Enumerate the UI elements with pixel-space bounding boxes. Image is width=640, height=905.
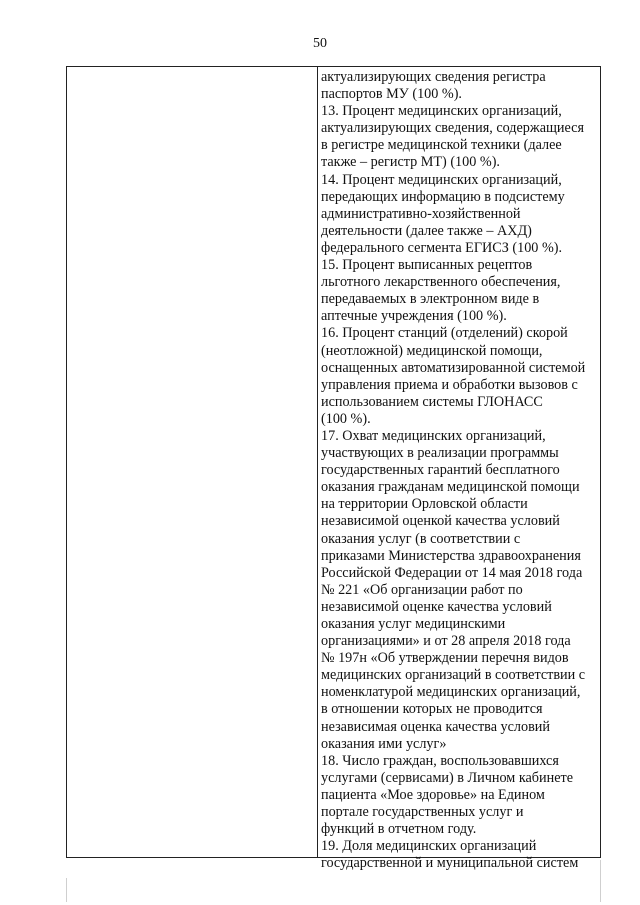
text-line: государственной и муниципальной систем	[321, 855, 579, 872]
text-line: оказания гражданам медицинской помощи	[321, 479, 580, 496]
text-line: оказания услуг (в соответствии с	[321, 530, 521, 547]
text-line: функций в отчетном году.	[321, 821, 477, 838]
text-line: на территории Орловской области	[321, 496, 528, 513]
text-line: 17. Охват медицинских организаций,	[321, 427, 546, 444]
text-line: оказания ими услуг»	[321, 735, 447, 752]
text-line: медицинских организаций в соответствии с	[321, 667, 586, 684]
scan-edge-mark	[66, 878, 67, 902]
text-line: аптечные учреждения (100 %).	[321, 308, 507, 325]
text-line: актуализирующих сведения, содержащиеся	[321, 120, 584, 137]
document-table	[66, 66, 601, 872]
column-divider	[317, 67, 318, 857]
text-line: паспортов МУ (100 %).	[321, 86, 462, 103]
text-line: 16. Процент станций (отделений) скорой	[321, 325, 568, 342]
text-line: 18. Число граждан, воспользовавшихся	[321, 752, 559, 769]
text-line: независимой оценке качества условий	[321, 598, 552, 615]
text-line: № 221 «Об организации работ по	[321, 581, 523, 598]
text-line: независимая оценка качества условий	[321, 718, 550, 735]
text-line: льготного лекарственного обеспечения,	[321, 274, 561, 291]
text-line: административно-хозяйственной	[321, 205, 521, 222]
text-line: приказами Министерства здравоохранения	[321, 547, 581, 564]
table-right-cell	[321, 69, 597, 872]
text-line: государственных гарантий бесплатного	[321, 462, 560, 479]
text-line: федерального сегмента ЕГИСЗ (100 %).	[321, 239, 563, 256]
text-line: актуализирующих сведения регистра	[321, 69, 546, 85]
text-line: использованием системы ГЛОНАСС	[321, 393, 543, 410]
text-line: портале государственных услуг и	[321, 804, 524, 821]
text-line: 13. Процент медицинских организаций,	[321, 103, 562, 120]
text-line: в отношении которых не проводится	[321, 701, 543, 718]
text-line: Российской Федерации от 14 мая 2018 года	[321, 564, 583, 581]
table-left-cell	[67, 67, 317, 857]
text-line: деятельности (далее также – АХД)	[321, 222, 532, 239]
text-line: 15. Процент выписанных рецептов	[321, 257, 533, 274]
scan-edge-mark	[600, 860, 601, 902]
text-line: передающих информацию в подсистему	[321, 188, 565, 205]
text-line: (неотложной) медицинской помощи,	[321, 342, 543, 359]
text-line: 19. Доля медицинских организаций	[321, 838, 537, 855]
text-line: управления приема и обработки вызовов с	[321, 376, 578, 393]
text-line: независимой оценкой качества условий	[321, 513, 560, 530]
text-line: оснащенных автоматизированной системой	[321, 359, 586, 376]
text-line: № 197н «Об утверждении перечня видов	[321, 650, 569, 667]
text-line: номенклатурой медицинских организаций,	[321, 684, 581, 701]
text-line: услугами (сервисами) в Личном кабинете	[321, 769, 573, 786]
text-line: организациями» и от 28 апреля 2018 года	[321, 633, 571, 650]
text-line: (100 %).	[321, 410, 371, 427]
text-line: также – регистр МТ) (100 %).	[321, 154, 500, 171]
text-line: пациента «Мое здоровье» на Едином	[321, 786, 545, 803]
text-line: 14. Процент медицинских организаций,	[321, 171, 562, 188]
text-line: участвующих в реализации программы	[321, 445, 559, 462]
text-line: оказания услуг медицинскими	[321, 616, 506, 632]
page-number: 50	[313, 36, 327, 51]
text-line: в регистре медицинской техники (далее	[321, 137, 562, 154]
text-line: передаваемых в электронном виде в	[321, 291, 540, 308]
